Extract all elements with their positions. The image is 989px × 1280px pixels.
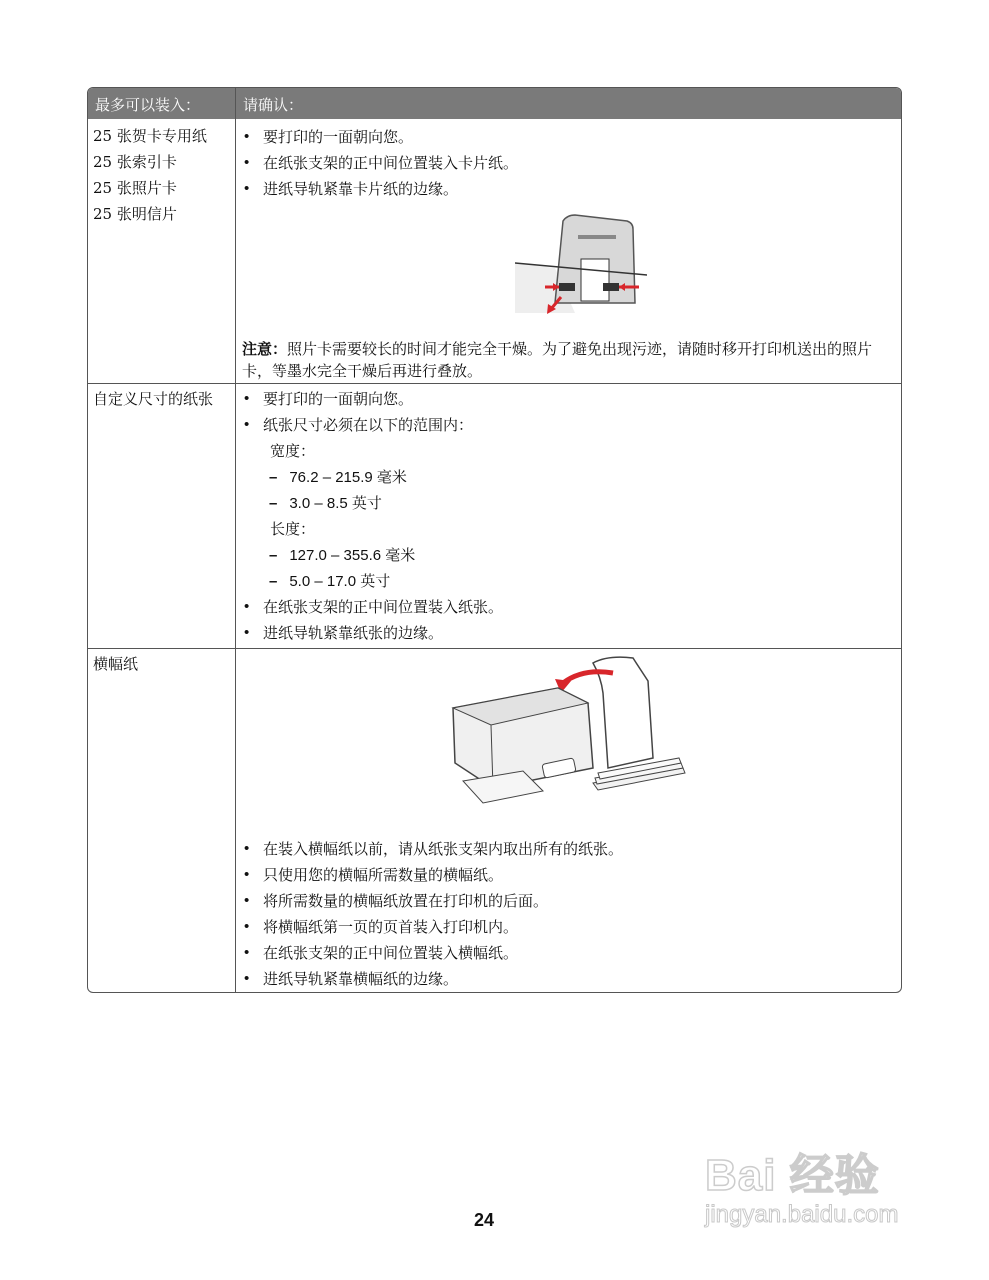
baidu-watermark <box>700 1125 940 1245</box>
bullet-item: • 要打印的一面朝向您。 <box>238 386 888 412</box>
row2-capacity: 自定义尺寸的纸张 <box>93 390 214 408</box>
capacity-item: 25 张照片卡 <box>93 179 177 197</box>
row-divider <box>88 648 901 649</box>
note-paragraph <box>242 338 892 382</box>
length-mm: 127.0 – 355.6 毫米 <box>289 547 416 564</box>
bullet-item: • 将横幅纸第一页的页首装入打印机内。 <box>238 914 888 940</box>
table-header <box>88 88 901 119</box>
bullet-item: • 进纸导轨紧靠卡片纸的边缘。 <box>238 176 888 202</box>
capacity-item: 25 张贺卡专用纸 <box>93 127 207 145</box>
bullet-item: • 进纸导轨紧靠纸张的边缘。 <box>238 620 888 646</box>
bullet-item: • 在纸张支架的正中间位置装入横幅纸。 <box>238 940 888 966</box>
page-number: 24 <box>474 1210 495 1230</box>
card-loading-illustration <box>515 213 647 321</box>
dash-item <box>238 568 888 594</box>
dash-item <box>238 542 888 568</box>
header-capacity: 最多可以装入： <box>95 96 201 114</box>
row3-instructions <box>238 836 888 992</box>
dash-item <box>238 490 888 516</box>
bullet-item: • 纸张尺寸必须在以下的范围内： <box>238 412 888 438</box>
length-in: 5.0 – 17.0 英寸 <box>289 573 391 590</box>
dash-mark: – <box>269 495 278 512</box>
header-confirm: 请确认： <box>243 96 304 114</box>
dash-mark: – <box>269 547 278 564</box>
watermark-url: jingyan.baidu.com <box>705 1201 899 1228</box>
note-text: 照片卡需要较长的时间才能完全干燥。为了避免出现污迹，请随时移开打印机送出的照片卡，等墨水完全干燥后再进行叠放。 <box>242 340 873 380</box>
row3-capacity: 横幅纸 <box>93 655 139 673</box>
row-divider <box>88 383 901 384</box>
bullet-item: • 进纸导轨紧靠横幅纸的边缘。 <box>238 966 888 992</box>
row1-capacity-list <box>93 123 207 227</box>
width-in: 3.0 – 8.5 英寸 <box>289 495 382 512</box>
bullet-item: • 只使用您的横幅所需数量的横幅纸。 <box>238 862 888 888</box>
width-label: 宽度： <box>270 442 316 460</box>
dash-mark: – <box>269 573 278 590</box>
capacity-item: 25 张索引卡 <box>93 153 177 171</box>
row1-instructions <box>238 124 888 202</box>
dash-item <box>238 464 888 490</box>
length-label: 长度： <box>270 520 316 538</box>
bullet-item: • 在装入横幅纸以前，请从纸张支架内取出所有的纸张。 <box>238 836 888 862</box>
paper-loading-table <box>87 87 902 993</box>
capacity-item: 25 张明信片 <box>93 205 177 223</box>
watermark-brand: Bai 经验 <box>705 1151 880 1200</box>
bullet-item: • 在纸张支架的正中间位置装入纸张。 <box>238 594 888 620</box>
note-label: 注意： <box>242 340 288 358</box>
bullet-item: • 要打印的一面朝向您。 <box>238 124 888 150</box>
banner-printer-illustration <box>443 653 698 823</box>
column-divider <box>235 88 236 992</box>
dash-mark: – <box>269 469 278 486</box>
bullet-item: • 将所需数量的横幅纸放置在打印机的后面。 <box>238 888 888 914</box>
width-mm: 76.2 – 215.9 毫米 <box>289 469 407 486</box>
row2-instructions <box>238 386 888 646</box>
bullet-item: • 在纸张支架的正中间位置装入卡片纸。 <box>238 150 888 176</box>
